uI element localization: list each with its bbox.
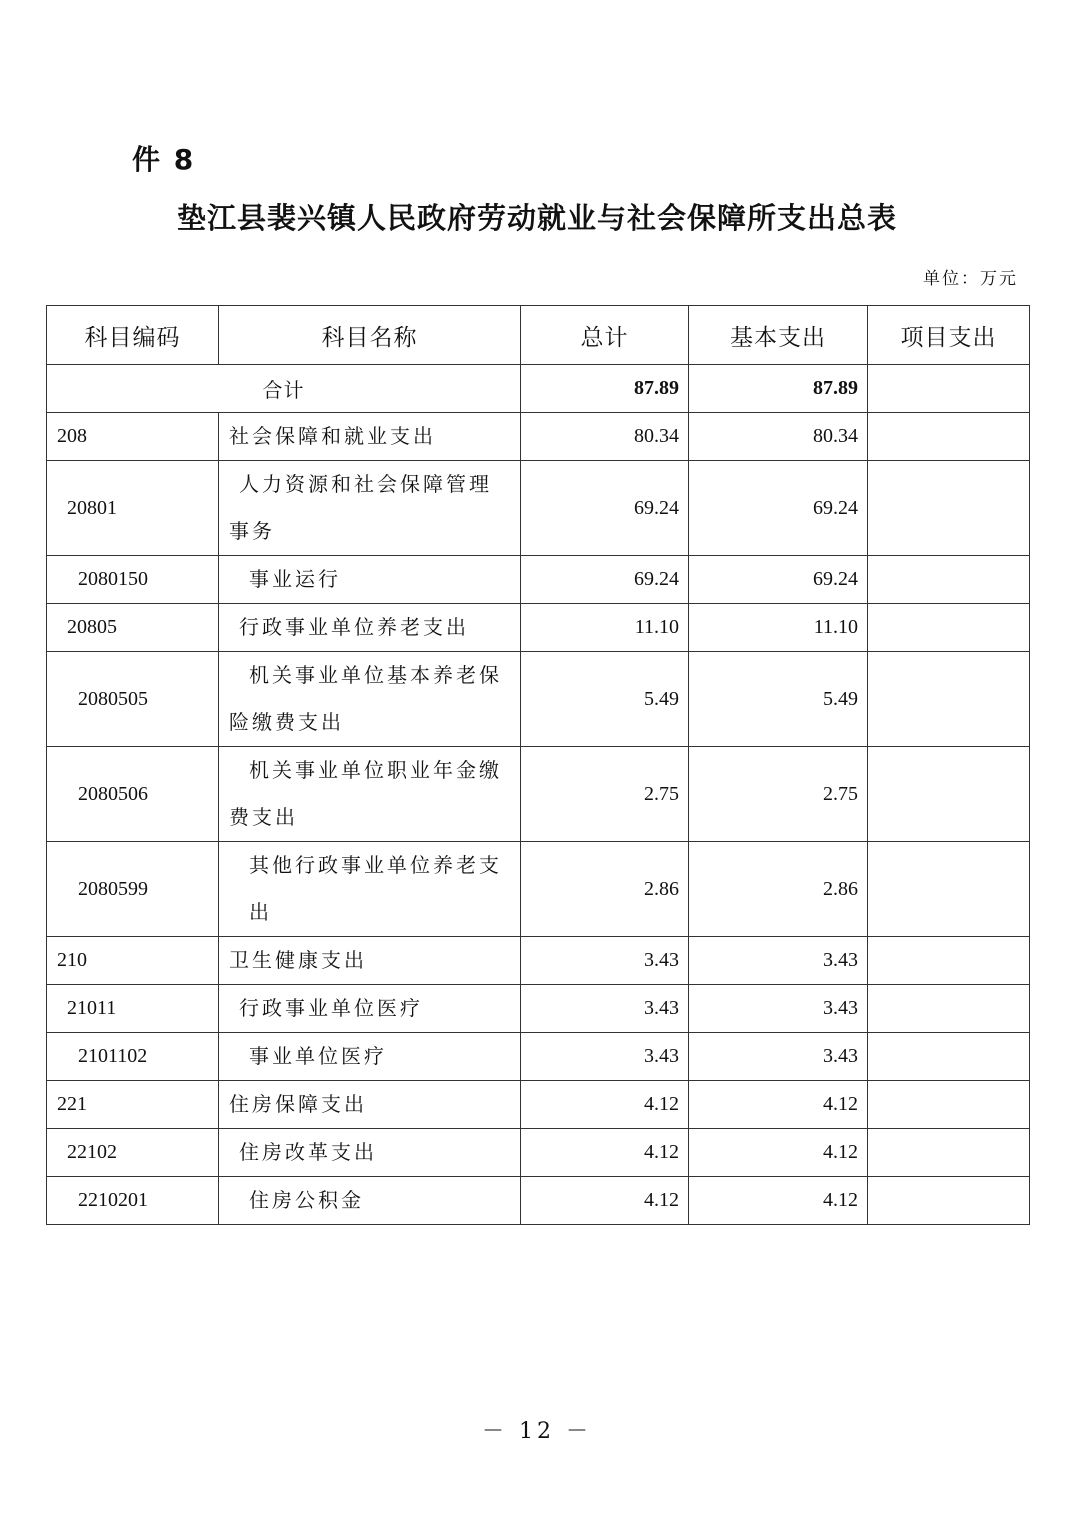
row-code: 221 [47, 1081, 219, 1129]
table-row [47, 747, 1030, 842]
row-total: 5.49 [521, 652, 689, 747]
row-basic: 69.24 [689, 556, 868, 604]
row-code: 2080505 [47, 652, 219, 747]
row-total: 80.34 [521, 413, 689, 461]
row-basic: 3.43 [689, 1033, 868, 1081]
table-row [47, 1177, 1030, 1225]
row-project [868, 985, 1030, 1033]
row-code: 210 [47, 937, 219, 985]
row-code: 2080506 [47, 747, 219, 842]
table-row [47, 413, 1030, 461]
row-code: 2210201 [47, 1177, 219, 1225]
row-basic: 4.12 [689, 1129, 868, 1177]
row-code: 208 [47, 413, 219, 461]
table-row [47, 842, 1030, 937]
attachment-label: 件 8 [132, 143, 196, 176]
row-total: 2.86 [521, 842, 689, 937]
row-project [868, 604, 1030, 652]
row-code: 2080150 [47, 556, 219, 604]
row-code: 2080599 [47, 842, 219, 937]
row-name: 行政事业单位养老支出 [219, 604, 521, 652]
row-code: 20801 [47, 461, 219, 556]
row-project [868, 1081, 1030, 1129]
total-project [868, 365, 1030, 413]
expense-summary-table [46, 305, 1030, 1225]
row-name: 住房保障支出 [219, 1081, 521, 1129]
total-label: 合计 [47, 365, 521, 413]
row-project [868, 747, 1030, 842]
header-code: 科目编码 [47, 306, 219, 365]
table-row [47, 556, 1030, 604]
row-name: 卫生健康支出 [219, 937, 521, 985]
row-basic: 2.86 [689, 842, 868, 937]
header-basic: 基本支出 [689, 306, 868, 365]
row-name: 其他行政事业单位养老支出 [219, 842, 521, 937]
row-total: 69.24 [521, 461, 689, 556]
total-amount: 87.89 [521, 365, 689, 413]
table-row [47, 652, 1030, 747]
table-row [47, 1033, 1030, 1081]
row-basic: 4.12 [689, 1081, 868, 1129]
row-name: 社会保障和就业支出 [219, 413, 521, 461]
row-total: 4.12 [521, 1129, 689, 1177]
row-name: 人力资源和社会保障管理事务 [219, 461, 521, 556]
table-row [47, 937, 1030, 985]
row-total: 2.75 [521, 747, 689, 842]
header-name: 科目名称 [219, 306, 521, 365]
row-project [868, 413, 1030, 461]
row-code: 21011 [47, 985, 219, 1033]
row-basic: 3.43 [689, 985, 868, 1033]
row-basic: 5.49 [689, 652, 868, 747]
row-project [868, 1033, 1030, 1081]
document-title: 垫江县裴兴镇人民政府劳动就业与社会保障所支出总表 [176, 201, 897, 235]
table-row [47, 604, 1030, 652]
row-total: 4.12 [521, 1177, 689, 1225]
table-row [47, 1081, 1030, 1129]
row-total: 4.12 [521, 1081, 689, 1129]
row-basic: 4.12 [689, 1177, 868, 1225]
table-row [47, 985, 1030, 1033]
row-project [868, 556, 1030, 604]
row-code: 22102 [47, 1129, 219, 1177]
row-code: 2101102 [47, 1033, 219, 1081]
row-basic: 2.75 [689, 747, 868, 842]
row-name: 住房改革支出 [219, 1129, 521, 1177]
row-project [868, 652, 1030, 747]
row-basic: 80.34 [689, 413, 868, 461]
table-row [47, 461, 1030, 556]
row-name: 机关事业单位职业年金缴费支出 [219, 747, 521, 842]
row-name: 行政事业单位医疗 [219, 985, 521, 1033]
row-project [868, 937, 1030, 985]
row-project [868, 842, 1030, 937]
row-project [868, 461, 1030, 556]
table-header-row [47, 306, 1030, 365]
table-row [47, 1129, 1030, 1177]
header-project: 项目支出 [868, 306, 1030, 365]
row-name: 机关事业单位基本养老保险缴费支出 [219, 652, 521, 747]
row-total: 69.24 [521, 556, 689, 604]
total-basic: 87.89 [689, 365, 868, 413]
row-name: 住房公积金 [219, 1177, 521, 1225]
row-total: 3.43 [521, 985, 689, 1033]
row-basic: 3.43 [689, 937, 868, 985]
row-total: 3.43 [521, 937, 689, 985]
row-basic: 11.10 [689, 604, 868, 652]
row-name: 事业单位医疗 [219, 1033, 521, 1081]
row-basic: 69.24 [689, 461, 868, 556]
row-project [868, 1129, 1030, 1177]
row-total: 11.10 [521, 604, 689, 652]
row-code: 20805 [47, 604, 219, 652]
row-total: 3.43 [521, 1033, 689, 1081]
unit-label: 单位：万元 [923, 269, 1018, 289]
header-total: 总计 [521, 306, 689, 365]
row-name: 事业运行 [219, 556, 521, 604]
row-project [868, 1177, 1030, 1225]
total-row [47, 365, 1030, 413]
page-number: － 12 － [482, 1419, 592, 1444]
